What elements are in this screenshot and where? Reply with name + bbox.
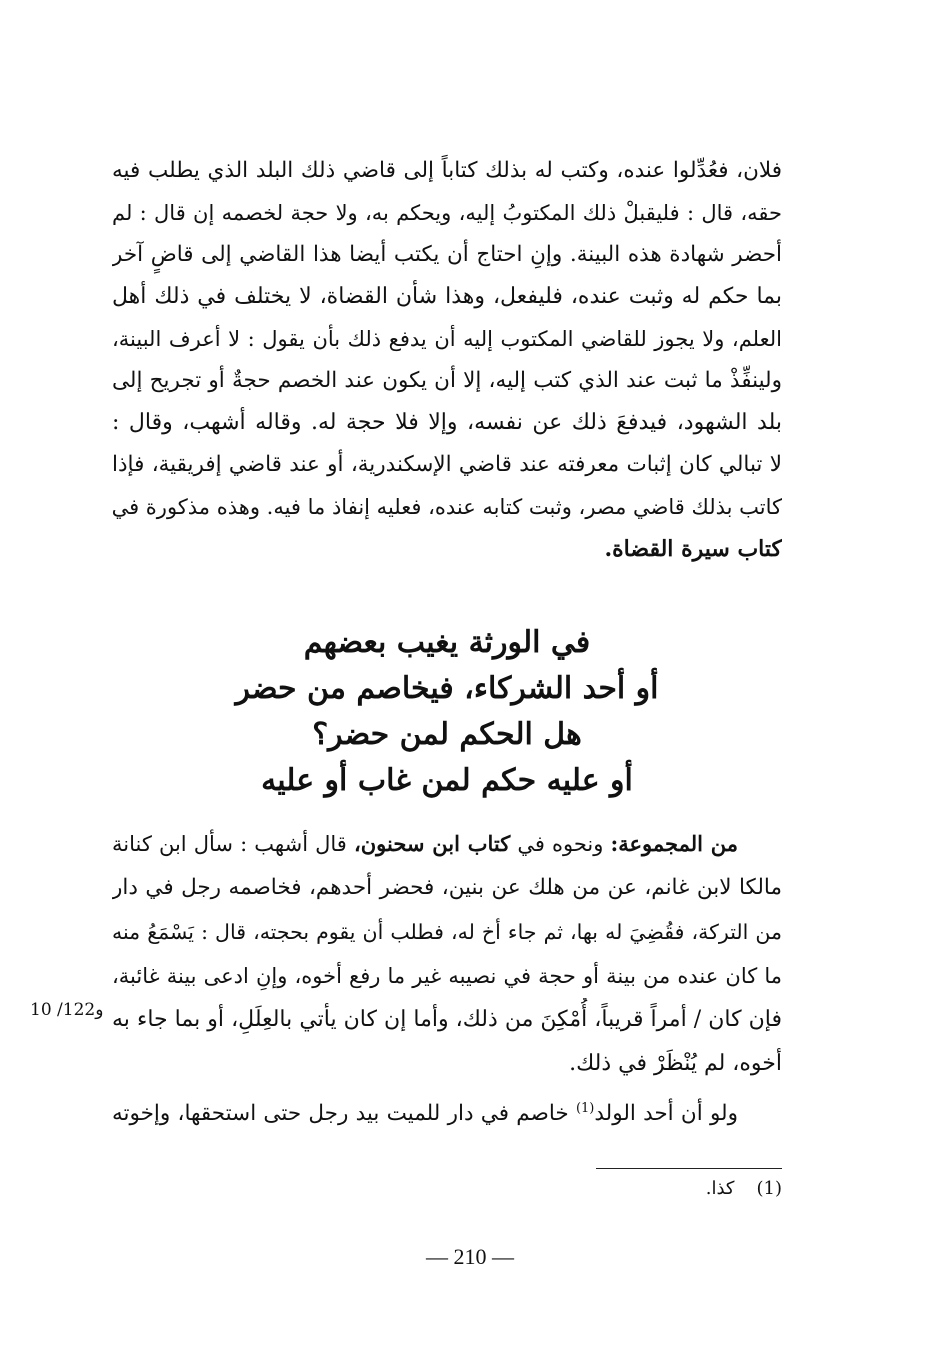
page-number: — 210 —	[426, 1244, 514, 1269]
text-line: كاتب بذلك قاضي مصر، وثبت كتابه عنده، فعليه إنفاذ ما فيه. وهذه مذكورة في	[112, 495, 782, 519]
heading-line: هل الحكم لمن حضر؟	[312, 717, 582, 752]
footnote-text: كذا.	[705, 1178, 735, 1199]
paragraph-3-rest: خاصم في دار للميت بيد رجل حتى استحقها، وإخوته	[112, 1101, 576, 1127]
text-line: العلم، ولا يجوز للقاضي المكتوب إليه أن يدفع ذلك بأن يقول : لا أعرف البينة،	[112, 327, 782, 351]
text-line: بما حكم له وثبت عنده، فليفعل، وهذا شأن القضاة، لا يختلف في ذلك أهل	[112, 284, 782, 309]
text-line-book-title: كتاب سيرة القضاة.	[604, 536, 782, 562]
text-line: بلد الشهود، فيدفعَ ذلك عن نفسه، وإلا فلا حجة له. وقاله أشهب، وقال :	[112, 410, 782, 435]
text-line: ولينفِّذْ ما ثبت عند الذي كتب إليه، إلا أن يكون عند الخصم حجةٌ أو تجريح إلى	[112, 368, 782, 393]
heading-line: أو عليه حكم لمن غاب أو عليه	[261, 763, 633, 798]
text-line: مالكا لابن غانم، عن من هلك عن بنين، فحضر أحدهم، فخاصمه رجل في دار	[112, 875, 782, 900]
footnote-reference[interactable]: (1)	[575, 1101, 595, 1116]
heading-line: أو أحد الشركاء، فيخاصم من حضر	[235, 671, 659, 706]
text-line-first	[112, 1088, 782, 1130]
section-heading	[112, 620, 782, 804]
text-line: حقه، قال : فليقبلْ ذلك المكتوبُ إليه، ويحكم به، ولا حجة لخصمه إن قال : لم	[112, 201, 782, 225]
footnote	[560, 1174, 782, 1204]
source-middle: ونحوه في	[517, 832, 604, 856]
paragraph-3	[112, 1088, 782, 1130]
text-line-first	[112, 822, 782, 866]
manuscript-folio-reference: 10 /122و	[30, 1000, 104, 1020]
text-line: لا تبالي كان إثبات معرفته عند قاضي الإسكندرية، أو عند قاضي إفريقية، فإذا	[112, 452, 782, 477]
text-line: فلان، فعُدِّلوا عنده، وكتب له بذلك كتاباً إلى قاضي ذلك البلد الذي يطلب فيه	[112, 158, 782, 183]
paragraph-1	[112, 150, 782, 570]
text-line: أخوه، لم يُنْظَرْ في ذلك.	[569, 1051, 782, 1076]
source-book: كتاب ابن سحنون،	[353, 831, 511, 856]
text-line: أحضر شهادة هذه البينة. وإنِ احتاج أن يكتب أيضا هذا القاضي إلى قاضٍ آخر	[112, 242, 782, 267]
text-line: من التركة، فقُضِيَ له بها، ثم جاء أخ له، فطلب أن يقوم بحجته، قال : يَسْمَعُ منه	[112, 920, 782, 944]
text-line: فإن كان / أمراً قريباً، أُمْكِنَ من ذلك، وأما إن كان يأتي بالعِلَلِ، أو بما جاء به	[112, 1007, 782, 1032]
paragraph-3-start: ولو أن أحد الولد	[594, 1101, 738, 1127]
footnote-number: (1)	[756, 1178, 782, 1199]
footnote-separator	[596, 1168, 782, 1169]
paragraph-2	[112, 822, 782, 1086]
text-line: ما كان عنده من بينة أو حجة في نصيبه غير ما رفع أخوه، وإنِ ادعى بينة غائبة،	[112, 964, 782, 988]
heading-line: في الورثة يغيب بعضهم	[303, 625, 591, 660]
first-line-rest: قال أشهب : سأل ابن كنانة	[112, 832, 347, 856]
source-label: من المجموعة:	[610, 831, 738, 856]
